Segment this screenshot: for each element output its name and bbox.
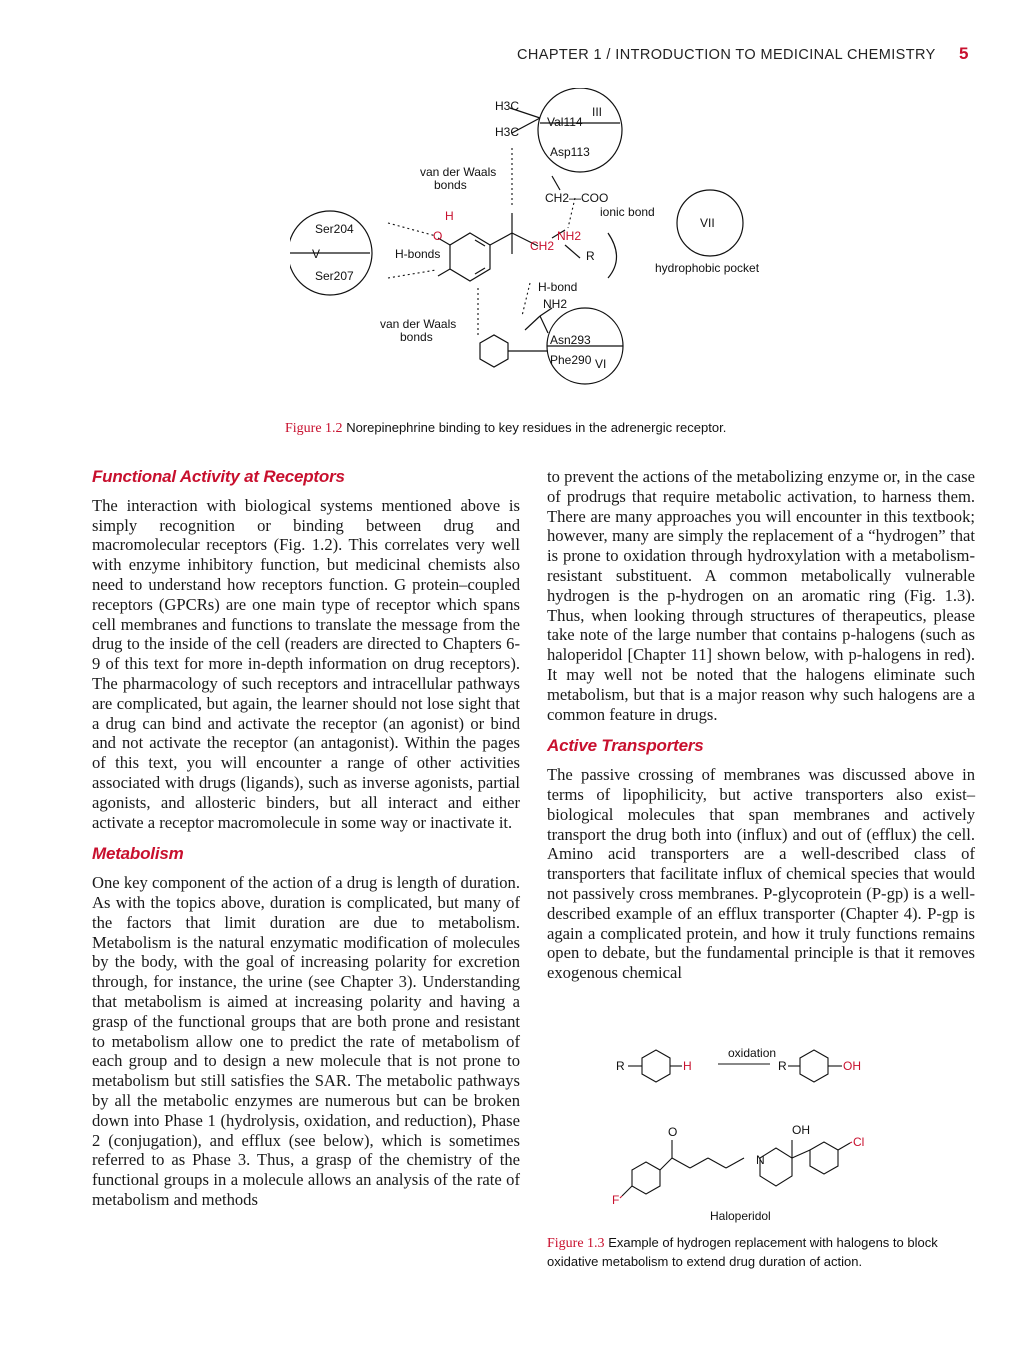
- label-nh2-asn: NH2: [543, 297, 568, 311]
- right-column: [547, 467, 975, 983]
- label-oh: OH: [843, 1059, 861, 1073]
- label-val: Val114: [547, 115, 583, 129]
- heading-metabolism: Metabolism: [92, 844, 184, 864]
- figure-haloperidol: [610, 1030, 910, 1230]
- label-f: F: [612, 1193, 620, 1207]
- page-number: 5: [959, 44, 969, 63]
- label-bonds-2: bonds: [400, 330, 433, 344]
- paragraph-metabolism: One key component of the action of a drug is length of duration. As with the topics above, duration is complicated, but many of the factors that limit duration are due to metabolism. Metabolism is the natural enzymatic modification of molecules by the body, with the goal of increasing polarity for excretion through, for instance, the urine (see Chapter 3). Understanding that metabolism is aimed at increasing polarity and having a grasp of the functional groups that are both prone and resistant to metabolism allow one to predict the rate of metabolism of each group and to design a new molecule that is not prone to metabolism but still satisfies the SAR. The metabolic pathways by all the metabolic enzymes are numerous but can be broken down into Phase 1 (hydrolysis, oxidation, and reduction), Phase 2 (conjugation), and efflux (see below), which is sometimes referred to as Phase 3. Thus, a grasp of the chemistry of the functional groups in a molecule allows an analysis of the rate of metabolism and methods: [92, 873, 520, 1209]
- label-asp: Asp113: [550, 145, 590, 159]
- label-ser204: Ser204: [315, 222, 354, 236]
- label-haloperidol: Haloperidol: [710, 1209, 771, 1223]
- label-h3c-2: H3C: [495, 125, 520, 139]
- label-vdw-2: van der Waals: [380, 317, 457, 331]
- label-ionic: ionic bond: [600, 205, 655, 219]
- label-nh2: NH2: [557, 229, 582, 243]
- figure-norepinephrine-binding: [290, 88, 790, 408]
- label-roman-6: VI: [595, 357, 607, 371]
- label-n: N: [756, 1153, 765, 1167]
- label-roman-3: III: [592, 105, 603, 119]
- heading-functional-activity: Functional Activity at Receptors: [92, 467, 345, 486]
- label-roman-5: V: [312, 247, 321, 261]
- paragraph-functional-activity: The interaction with biological systems mentioned above is simply recognition or binding between drug and macromolecular receptors (Fig. 1.2). This correlates very well with enzyme inhibitory function, but medicinal chemists also need to understand how receptors function. G protein–coupled receptors (GPCRs) are one main type of receptor which spans cell membranes and functions to translate the message from the drug to the inside of the cell (readers are directed to Chapters 6-9 of this text for more in-depth information on drug receptors). The pharmacology of such receptors and intracellular pathways are complicated, but again, the learner should not lose sight that a drug can bind and activate the receptor (an agonist) or bind and not activate the receptor (an antagonist). Within the pages of this text, you will encounter a range of other activities associated with drugs (ligands), such as inverse agonists, partial agonists, and allosteric binders, but all interact and either activate a receptor macromolecule in some way or inactivate it.: [92, 495, 520, 832]
- label-h: H: [683, 1059, 692, 1073]
- label-oh-2: OH: [792, 1123, 810, 1137]
- label-o: O: [668, 1125, 678, 1139]
- label-h3c-1: H3C: [495, 99, 520, 113]
- label-hydrophobic: hydrophobic pocket: [655, 261, 760, 275]
- figure-1-2-caption: [285, 419, 785, 438]
- label-vdw-1: van der Waals: [420, 165, 497, 179]
- label-r-1: R: [616, 1059, 625, 1073]
- figure-1-3-label: Figure 1.3: [547, 1236, 605, 1251]
- label-roman-7: VII: [700, 216, 715, 230]
- heading-active-transporters: Active Transporters: [547, 736, 704, 756]
- label-hbond: H-bond: [538, 280, 578, 294]
- label-phe: Phe290: [550, 353, 592, 367]
- label-ch2: CH2: [530, 239, 555, 253]
- figure-1-3-caption: [547, 1234, 975, 1271]
- label-bonds-1: bonds: [434, 178, 467, 192]
- left-column: [92, 467, 520, 1210]
- label-h: H: [445, 209, 454, 223]
- label-asn: Asn293: [550, 333, 591, 347]
- running-header: CHAPTER 1 / INTRODUCTION TO MEDICINAL CHEMISTRY: [517, 47, 936, 63]
- label-o: O: [433, 229, 443, 243]
- label-r: R: [586, 249, 595, 263]
- label-coo: CH2—COO: [545, 191, 609, 205]
- figure-1-3-text: Example of hydrogen replacement with halogens to block oxidative metabolism to extend drug duration of action.: [547, 1235, 938, 1269]
- label-r-2: R: [778, 1059, 787, 1073]
- label-ser207: Ser207: [315, 269, 354, 283]
- paragraph-active-transporters: The passive crossing of membranes was discussed above in terms of lipophilicity, but active transporters also exist–biological molecules that span membranes and actively transport the drug both into (influx) and out of (efflux) the cell. Amino acid transporters are a well-described class of transporters that facilitate influx of chemical species that would not passively cross membranes. P-glycoprotein (P-gp) is a well-described example of an efflux transporter (Chapter 4). P-gp is again a complicated protein, and how it truly functions remains open to debate, but the fundamental principle is that it removes exogenous chemical: [547, 765, 975, 983]
- figure-1-2-label: Figure 1.2: [285, 421, 343, 436]
- figure-1-2-text: Norepinephrine binding to key residues in the adrenergic receptor.: [346, 420, 727, 435]
- paragraph-metabolism-cont: to prevent the actions of the metabolizing enzyme or, in the case of prodrugs that require metabolic activation, to harness them. There are many approaches you will encounter in this textbook; however, many are simply the replacement of a “hydrogen” that is prone to oxidation through hydroxylation with a metabolism-resistant substituent. A common metabolically vulnerable hydrogen is the p-hydrogen on an aromatic ring (Fig. 1.3). Thus, when looking through structures of therapeutics, please take note of the large number that contains p-halogens (such as haloperidol [Chapter 11] shown below, with p-halogens in red). It may well not be noted that the halogens eliminate such metabolism, but that is a major reason why such halogens are a common feature in drugs.: [547, 467, 975, 724]
- label-cl: Cl: [853, 1135, 865, 1149]
- label-oxidation: oxidation: [728, 1046, 777, 1060]
- label-hbonds: H-bonds: [395, 247, 441, 261]
